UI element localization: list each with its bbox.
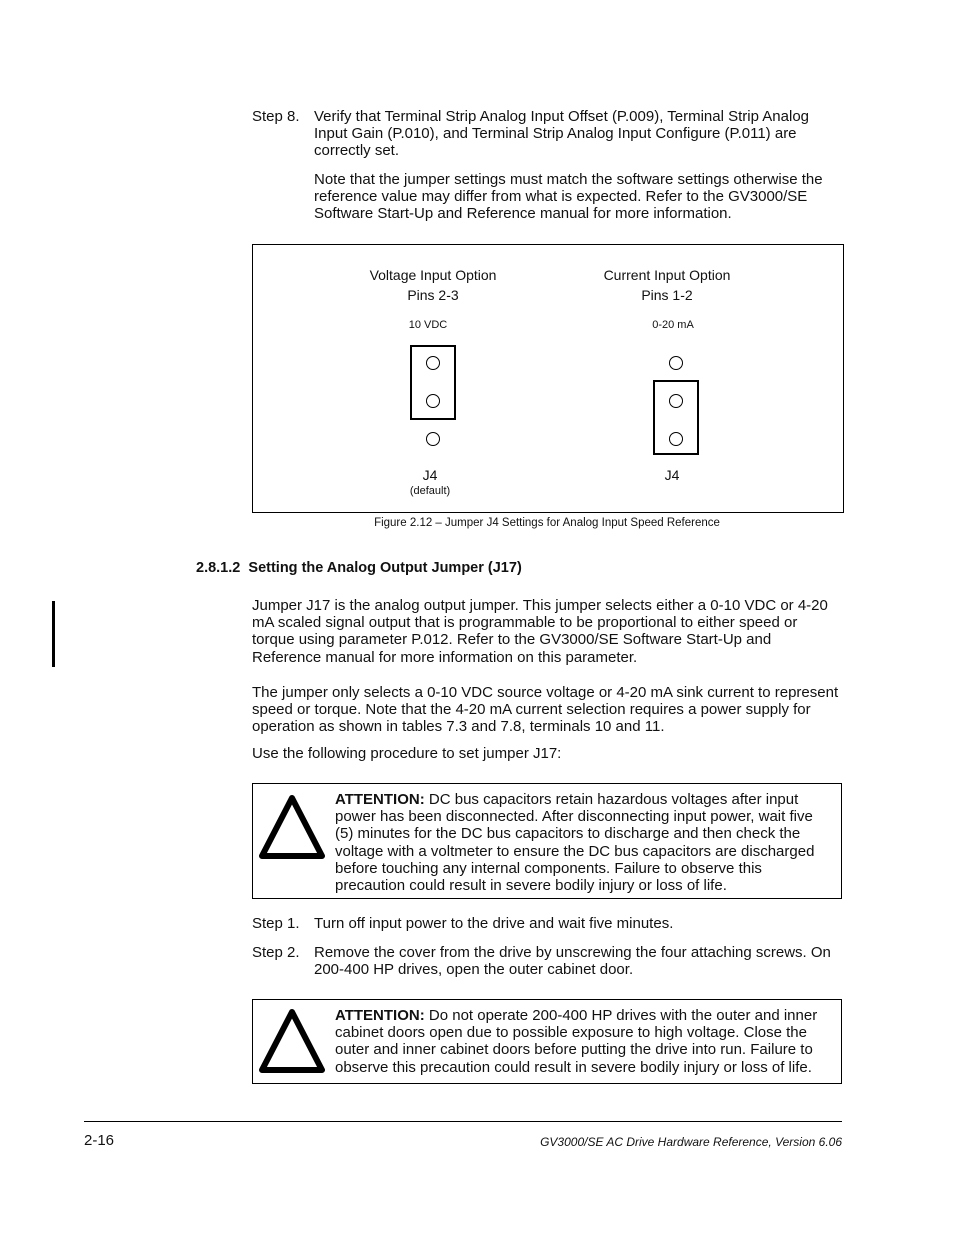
pin-1 [669, 356, 683, 370]
step8-text: Verify that Terminal Strip Analog Input Offset (P.009), Terminal Strip Analog Input Gain (P.010), and Terminal Strip Analog Input Configure (P.011) are correctly set. [314, 108, 809, 160]
voltage-option-title: Voltage Input Option [369, 267, 497, 283]
attention-2-text [335, 1007, 830, 1076]
paragraph-3: Use the following procedure to set jumper J17: [252, 745, 562, 762]
attention-1-text [335, 791, 830, 894]
change-bar [52, 601, 55, 667]
step8-label: Step 8. [252, 108, 300, 125]
page-number: 2-16 [84, 1132, 115, 1149]
paragraph-1: Jumper J17 is the analog output jumper. This jumper selects either a 0-10 VDC or 4-20 mA scaled signal output that is programmable to be proportional to either speed or torque using parameter P.012. Refer to the GV3000/SE Software Start-Up and Reference manual for more information on this parameter. [252, 597, 828, 666]
default-label: (default) [409, 485, 451, 497]
pin-3 [426, 432, 440, 446]
voltage-jumper-label: J4 [422, 467, 438, 483]
step2-label: Step 2. [252, 944, 300, 961]
attention-1-label: ATTENTION: [335, 791, 425, 808]
attention-box-2 [252, 999, 842, 1084]
footer-rule [84, 1121, 842, 1122]
jumper-figure [252, 244, 844, 513]
pin-2 [669, 394, 683, 408]
voltage-option-pins: Pins 2-3 [407, 287, 459, 303]
step1-label: Step 1. [252, 915, 300, 932]
current-option-value: 0-20 mA [652, 319, 694, 331]
attention-box-1 [252, 783, 842, 899]
figure-caption: Figure 2.12 – Jumper J4 Settings for Analog Input Speed Reference [374, 517, 720, 529]
warning-triangle-icon [258, 1008, 326, 1076]
current-jumper-label: J4 [664, 467, 680, 483]
section-title: Setting the Analog Output Jumper (J17) [248, 560, 522, 576]
step1-text: Turn off input power to the drive and wait five minutes. [314, 915, 674, 932]
attention-2-label: ATTENTION: [335, 1007, 425, 1024]
attention-2-body: Do not operate 200-400 HP drives with the outer and inner cabinet doors open due to possible exposure to high voltage. Close the outer and inner cabinet doors before putting the drive into run. Failure to observe this precaution could result in severe bodily injury or loss of life. [335, 1007, 818, 1076]
current-option-title: Current Input Option [603, 267, 731, 283]
note-paragraph: Note that the jumper settings must match the software settings otherwise the reference value may differ from what is expected. Refer to the GV3000/SE Software Start-Up and Reference manual for more information. [314, 171, 823, 223]
pin-2 [426, 394, 440, 408]
warning-triangle-icon [258, 794, 326, 862]
footer-title: GV3000/SE AC Drive Hardware Reference, Version 6.06 [540, 1135, 842, 1149]
paragraph-2: The jumper only selects a 0-10 VDC source voltage or 4-20 mA sink current to represent speed or torque. Note that the 4-20 mA current selection requires a power supply for operation as shown in tables 7.3 and 7.8, terminals 10 and 11. [252, 684, 839, 736]
pin-3 [669, 432, 683, 446]
attention-1-body: DC bus capacitors retain hazardous voltages after input power has been disconnected. After disconnecting input power, wait five (5) minutes for the DC bus capacitors to discharge and then check the voltage with a voltmeter to ensure the DC bus capacitors are discharged before touching any internal components. Failure to observe this precaution could result in severe bodily injury or loss of life. [335, 791, 815, 895]
pin-1 [426, 356, 440, 370]
current-option-pins: Pins 1-2 [641, 287, 693, 303]
section-number: 2.8.1.2 [196, 560, 241, 576]
voltage-option-value: 10 VDC [408, 319, 448, 331]
step2-text: Remove the cover from the drive by unscrewing the four attaching screws. On 200-400 HP drives, open the outer cabinet door. [314, 944, 831, 979]
section-heading [196, 560, 522, 576]
